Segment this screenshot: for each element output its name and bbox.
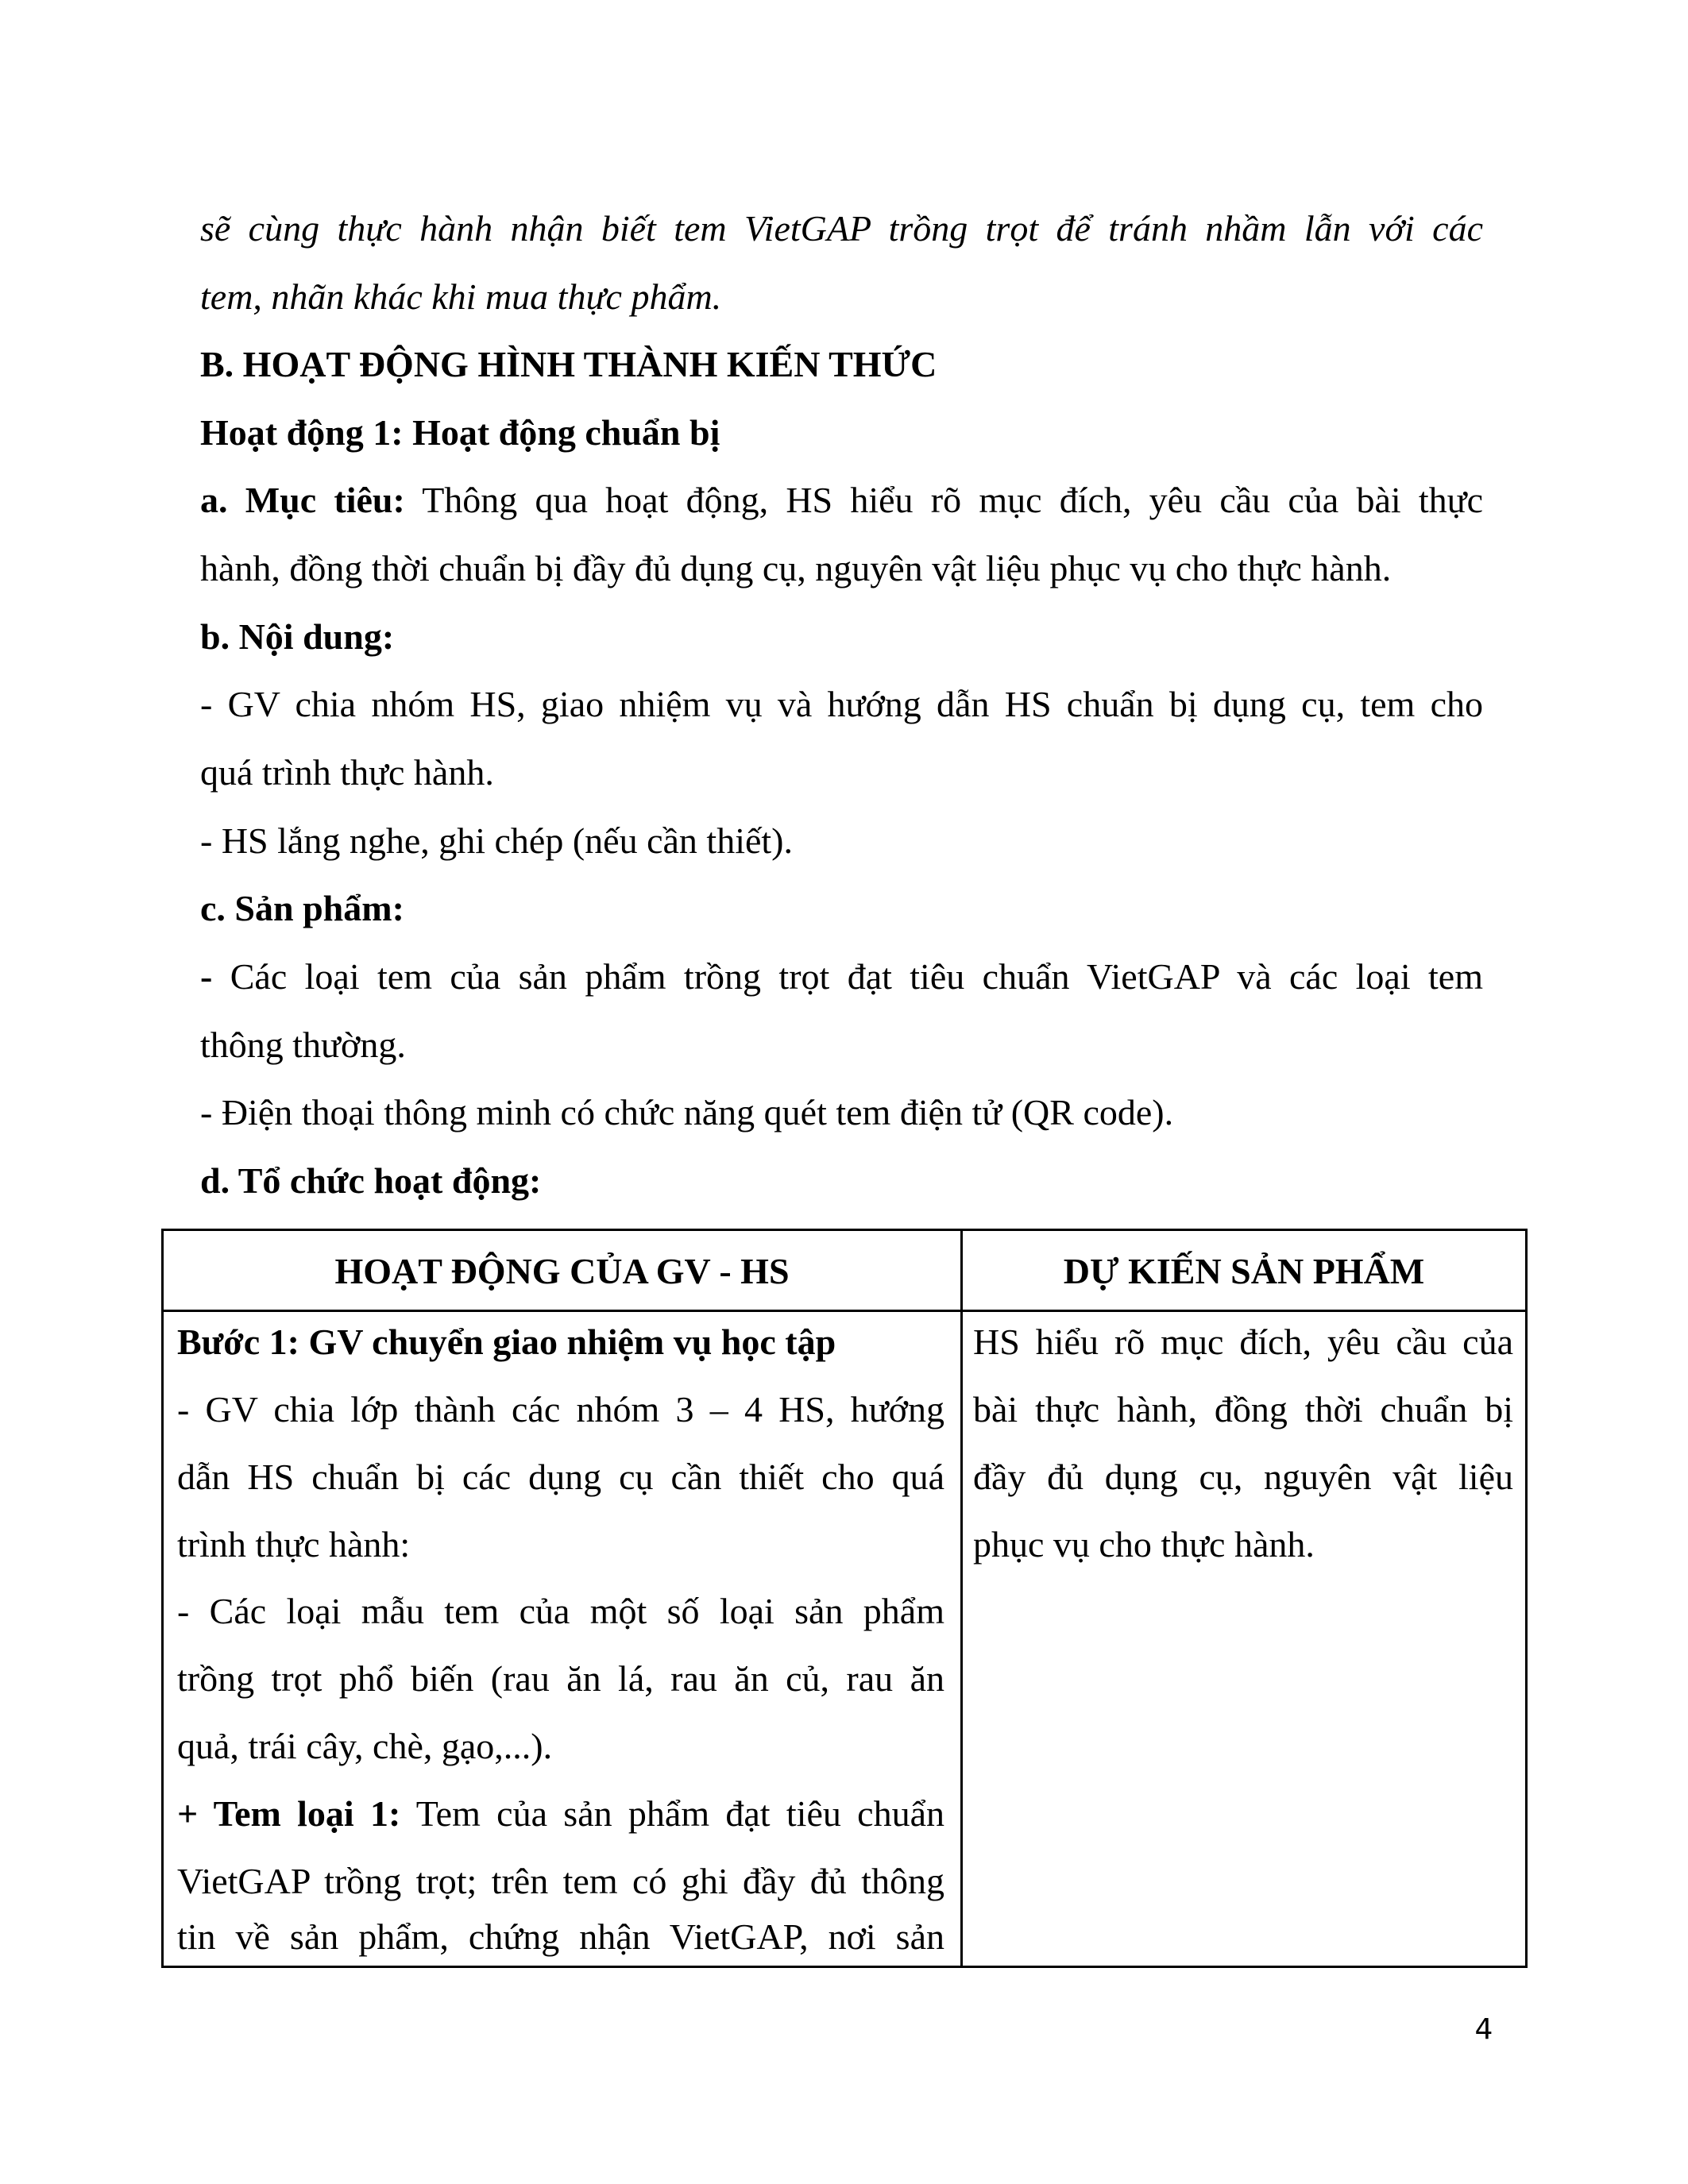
objective-paragraph	[200, 477, 1483, 524]
step-title: Bước 1: GV chuyển giao nhiệm vụ học tập	[177, 1322, 836, 1362]
product-item: - Điện thoại thông minh có chức năng quét tem điện tử (QR code).	[200, 1092, 1174, 1133]
table-border-left	[161, 1229, 164, 1968]
table-border-bottom	[161, 1966, 1528, 1968]
table-cell-line: đầy đủ dụng cụ, nguyên vật liệu	[973, 1457, 1513, 1497]
table-cell-line: bài thực hành, đồng thời chuẩn bị	[973, 1389, 1513, 1430]
page-number: 4	[1474, 2013, 1493, 2046]
tem-type-1-line	[177, 1790, 944, 1838]
content-item-line: quá trình thực hành.	[200, 752, 494, 793]
table-cell-line: - GV chia lớp thành các nhóm 3 – 4 HS, hướng	[177, 1389, 944, 1430]
objective-text: Thông qua hoạt động, HS hiểu rõ mục đích, yêu cầu của bài thực	[422, 480, 1483, 520]
table-cell-line: phục vụ cho thực hành.	[973, 1524, 1315, 1565]
tem-type-1-label: + Tem loại 1:	[177, 1793, 401, 1834]
product-item-text: Các loại tem của sản phẩm trồng trọt đạt tiêu chuẩn VietGAP và các loại tem	[230, 956, 1484, 997]
table-border-top	[161, 1229, 1528, 1231]
intro-paragraph-line: sẽ cùng thực hành nhận biết tem VietGAP trồng trọt để tránh nhầm lẫn với các	[200, 208, 1483, 249]
table-cell-line: trình thực hành:	[177, 1524, 411, 1565]
organization-heading: d. Tổ chức hoạt động:	[200, 1160, 542, 1201]
table-cell-line: dẫn HS chuẩn bị các dụng cụ cần thiết cho quá	[177, 1457, 944, 1497]
section-heading: B. HOẠT ĐỘNG HÌNH THÀNH KIẾN THỨC	[200, 344, 937, 384]
table-header-divider	[161, 1310, 1528, 1312]
table-cell-line: quả, trái cây, chè, gạo,...).	[177, 1726, 553, 1766]
table-cell-line: tin về sản phẩm, chứng nhận VietGAP, nơi sản	[177, 1916, 944, 1957]
content-item: - GV chia nhóm HS, giao nhiệm vụ và hướng dẫn HS chuẩn bị dụng cụ, tem cho	[200, 684, 1483, 724]
activity-table	[161, 1229, 1528, 1968]
table-cell-line: HS hiểu rõ mục đích, yêu cầu của	[973, 1322, 1513, 1362]
product-item-dash: -	[200, 956, 213, 997]
table-border-right	[1525, 1229, 1528, 1968]
table-column-divider	[960, 1229, 963, 1968]
table-cell-line: trồng trọt phổ biến (rau ăn lá, rau ăn củ, rau ăn	[177, 1658, 944, 1699]
intro-paragraph-line: tem, nhãn khác khi mua thực phẩm.	[200, 276, 722, 317]
content-item: - HS lắng nghe, ghi chép (nếu cần thiết).	[200, 820, 793, 861]
activity-heading: Hoạt động 1: Hoạt động chuẩn bị	[200, 412, 720, 453]
table-header-expected-product: DỰ KIẾN SẢN PHẨM	[1063, 1251, 1425, 1291]
product-item-line: thông thường.	[200, 1024, 406, 1065]
table-cell-line: - Các loại mẫu tem của một số loại sản phẩm	[177, 1591, 944, 1631]
table-cell-line: VietGAP trồng trọt; trên tem có ghi đầy đủ thông	[177, 1861, 944, 1901]
table-header-activities: HOẠT ĐỘNG CỦA GV - HS	[334, 1251, 790, 1291]
tem-type-1-text: Tem của sản phẩm đạt tiêu chuẩn	[415, 1793, 944, 1834]
product-item	[200, 953, 1483, 1001]
objective-paragraph-line: hành, đồng thời chuẩn bị đầy đủ dụng cụ, nguyên vật liệu phục vụ cho thực hành.	[200, 548, 1392, 588]
objective-label: a. Mục tiêu:	[200, 480, 405, 520]
content-heading: b. Nội dung:	[200, 616, 395, 657]
product-heading: c. Sản phẩm:	[200, 888, 404, 928]
